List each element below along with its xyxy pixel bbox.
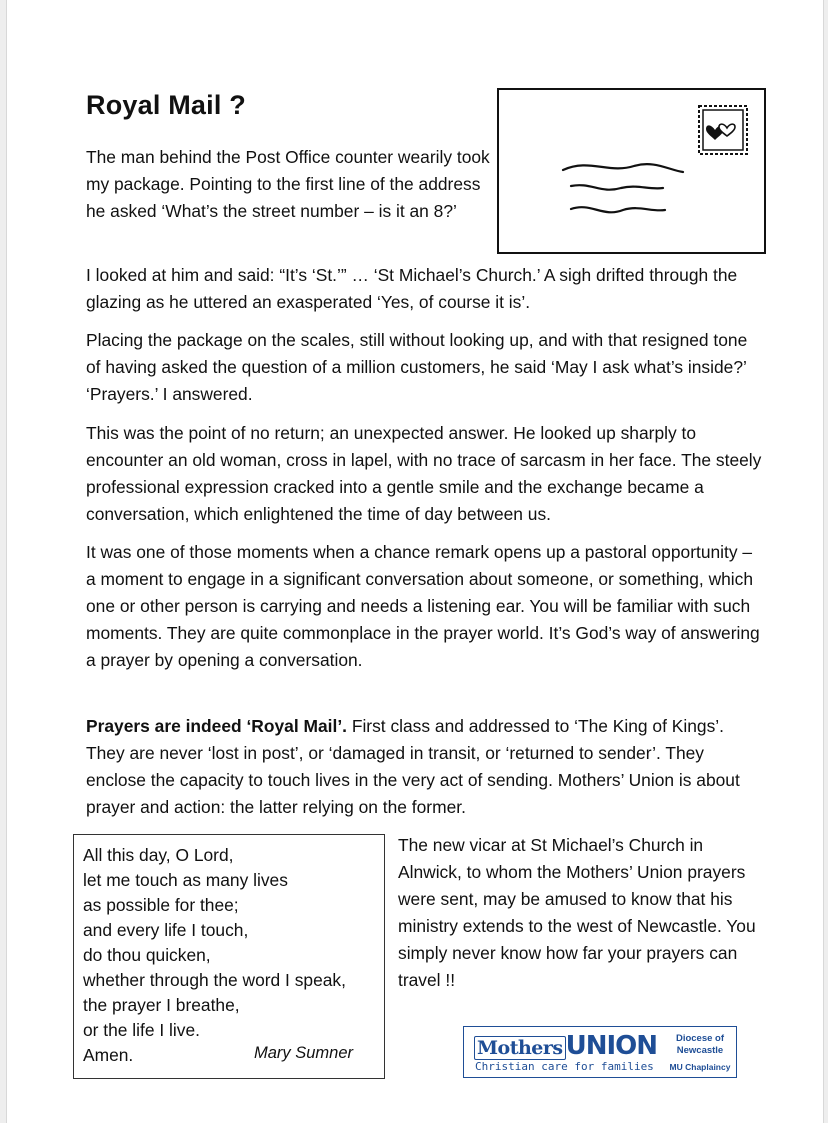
prayer-box <box>73 834 385 1079</box>
prayer-line: All this day, O Lord, <box>83 845 234 865</box>
prayer-line: the prayer I breathe, <box>83 995 240 1015</box>
prayer-line: whether through the word I speak, <box>83 970 346 990</box>
paragraph-point-of-no-return: This was the point of no return; an unexpected answer. He looked up sharply to encounter an old woman, cross in lapel, with no trace of sarcasm in her face. The steely professional expression cracked into a gentle smile and the exchange became a conversation, which enlightened the time of day between us. <box>86 423 762 524</box>
logo-tagline: Christian care for families <box>475 1060 654 1073</box>
prayer-line: or the life I live. <box>83 1020 200 1040</box>
logo-chaplaincy: MU Chaplaincy <box>669 1062 731 1072</box>
paragraph-scales: Placing the package on the scales, still without looking up, and with that resigned tone of having asked the question of a million customers, he said ‘May I ask what’s inside?’ ‘Prayers.’ I answered. <box>86 330 748 404</box>
logo-wordmark <box>474 1031 657 1059</box>
document-page <box>6 0 824 1123</box>
logo-union: UNION <box>565 1031 658 1061</box>
paragraph-reply: I looked at him and said: “It’s ‘St.’” … ‘St Michael’s Church.’ A sigh drifted through the glazing as he uttered an exasperated ‘Yes, of course it is’. <box>86 265 738 312</box>
prayer-author: Mary Sumner <box>254 1044 354 1062</box>
logo-mothers: Mothers <box>474 1036 566 1060</box>
paragraph-counter: The man behind the Post Office counter wearily took my package. Pointing to the first line of the address he asked ‘What’s the street number – is it an 8?’ <box>86 147 490 221</box>
logo-diocese-line2: Newcastle <box>676 1045 724 1056</box>
royal-mail-text: First class and addressed to ‘The King of Kings’. They are never ‘lost in post’, or ‘damaged in transit, or ‘returned to sender’. They enclose the capacity to touch lives in the very act of sending. Mothers’ Union is about prayer and action: the latter relying on the former. <box>86 716 740 817</box>
prayer-line: and every life I touch, <box>83 920 249 940</box>
side-note: The new vicar at St Michael’s Church in Alnwick, to whom the Mothers’ Union prayers were sent, may be amused to know that his ministry extends to the west of Newcastle. You simply never know how far your prayers can travel !! <box>398 835 756 990</box>
paragraph-royal-mail <box>86 713 766 821</box>
mothers-union-logo <box>463 1026 737 1078</box>
royal-mail-emphasis: Prayers are indeed ‘Royal Mail’. <box>86 716 347 736</box>
logo-diocese <box>667 1033 733 1057</box>
prayer-line: as possible for thee; <box>83 895 239 915</box>
logo-diocese-line1: Diocese of <box>675 1033 725 1044</box>
scribbled-address-icon <box>563 164 683 212</box>
hearts-stamp-icon <box>699 106 747 154</box>
page-title: Royal Mail ? <box>86 90 246 120</box>
paragraph-pastoral: It was one of those moments when a chance remark opens up a pastoral opportunity – a moment to engage in a significant conversation about someone, or something, which one or other person is carrying and needs a listening ear. You will be familiar with such moments. They are quite commonplace in the prayer world. It’s God’s way of answering a prayer by opening a conversation. <box>86 542 760 670</box>
prayer-amen: Amen. <box>83 1045 134 1065</box>
envelope-illustration <box>497 88 766 254</box>
prayer-line: let me touch as many lives <box>83 870 288 890</box>
prayer-line: do thou quicken, <box>83 945 211 965</box>
